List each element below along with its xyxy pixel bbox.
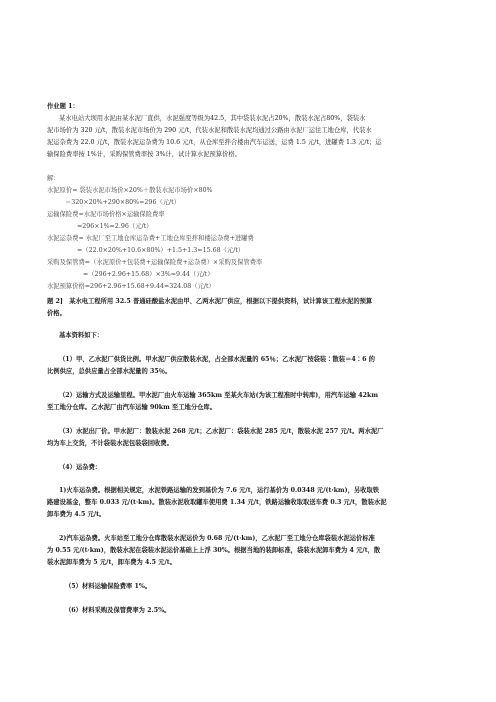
item-line: 为 0.55 元/(t·km)，散装水泥在袋装水泥运价基础上上浮 30%。根据当地的装卸标准，袋装水泥卸车费为 4 元/t，散 [47,547,381,554]
basic-heading-text: 基本资料如下： [59,332,104,339]
solution-line: 采购及保管费=（水泥原价+包装费+运输保险费+运杂费）×采购及保管费率 [47,259,263,266]
basic-heading [47,330,452,342]
work2-section [47,296,452,320]
item-3 [47,426,452,450]
item-line: 1)火车运杂费。根据相关规定，水泥铁路运输的发到基价为 7.6 元/t，运行基价为 0.0348 元/(t·km)，另收取铁 [59,487,380,494]
item-1 [47,354,452,378]
work2-title-line: 价格。 [47,310,66,317]
item-line: 2)汽车运杂费。火车站至工地分仓库散装水泥运价为 0.68 元/(t·km)，乙水泥厂至工地分仓库袋装水泥运价标准 [59,535,375,542]
item-line: 均为车上交货，不计袋装水泥包装袋回收费。 [47,440,173,447]
item-line: 路建设基金，整车 0.033 元/(t·km)。散装水泥收取罐车使用费 1.34 元/t，铁路运输收取取送车费 0.3 元/t，散装水泥 [47,499,387,506]
item-2 [47,390,452,414]
item-line: （6）材料采购及保管费率为 2.5%。 [65,607,171,614]
solution-line: =296×1%=2.96（元/t） [77,223,153,230]
solution-line: 水泥运杂费= 水泥厂至工地仓库运杂费+工地仓库至拌和楼运杂费+进罐费 [47,235,254,242]
work1-problem-line: 泥市场价为 320 元/t，散装水泥市场价为 290 元/t，代装水泥和散装水泥均通过公路由水泥厂运往工地仓库，代装水 [47,127,372,134]
work1-title: 作业题 1： [47,103,79,110]
work1-problem-line: 输保险费率按 1%计，采购保管费率按 3%计，试计算水泥预算价格。 [47,151,241,158]
solution-line: ＝320×20%+290×80%=296（元/t） [65,199,180,206]
item-line: （1）甲、乙水泥厂供货比例。甲水泥厂供应散装水泥，占全部水泥量的 65％；乙水泥厂按袋装∶散装＝4∶6 的 [59,356,375,363]
item-5 [47,581,452,593]
item-line: （3）水泥出厂价。甲水泥厂：散装水泥 268 元/t；乙水泥厂：袋装水泥 285 元/t，散装水泥 257 元/t。两水泥厂 [59,428,384,435]
work2-title-line: 题 2] 某水电工程所用 32.5 普通硅酸盐水泥由甲、乙两水泥厂供应，根据以下提供资料，试计算该工程水泥的预算 [47,298,373,305]
solution-line: 水泥预算价格=296+2.96+15.68+9.44=324.08（元/t） [47,283,215,290]
item-line: 至工地分仓库。乙水泥厂由汽车运输 90km 至工地分仓库。 [47,404,217,411]
item-4 [47,462,452,474]
solution-line: 水泥原价= 袋装水泥市场价×20%＋散装水泥市场价×80% [47,187,213,194]
item-line: （4）运杂费： [59,464,102,471]
item-4-2 [47,533,452,569]
item-line: 卸车费为 4.5 元/t。 [47,511,106,518]
item-line: 比例供应，总供应量占全部水泥量的 35％。 [47,368,172,375]
solution-label: 解： [47,175,60,182]
work1-problem-line: 泥运杂费为 22.0 元/t，散装水泥运杂费为 10.6 元/t，从仓库至拌合楼由汽车运送，运费 1.5 元/t，进罐费 1.3 元/t；运 [47,139,382,146]
item-line: 装水泥卸车费为 5 元/t，卸车费为 4.5 元/t。 [47,559,176,566]
item-6 [47,605,452,617]
work1-problem-line: 某水电站大坝用水泥由某水泥厂直供，水泥强度等级为42.5，其中袋装水泥占20%，散装水泥占80%，袋装水 [59,115,366,122]
item-line: （2）运输方式及运输里程。甲水泥厂由火车运输 365km 至某火车站(为该工程准时中转库)，用汽车运输 42km [59,392,379,399]
solution-line: 运输保险费=水泥市场价格×运输保险费率 [47,211,165,218]
solution-line: =（296+2.96+15.68）×3%=9.44（元/t） [83,271,214,278]
solution-line: =（22.0×20%+10.6×80%）+1.5+1.3=15.68（元/t） [77,247,245,254]
item-4-1 [47,485,452,521]
work1-solution [47,173,452,293]
work1-section [47,101,452,161]
item-line: （5）材料运输保险费率 1%。 [65,583,152,590]
